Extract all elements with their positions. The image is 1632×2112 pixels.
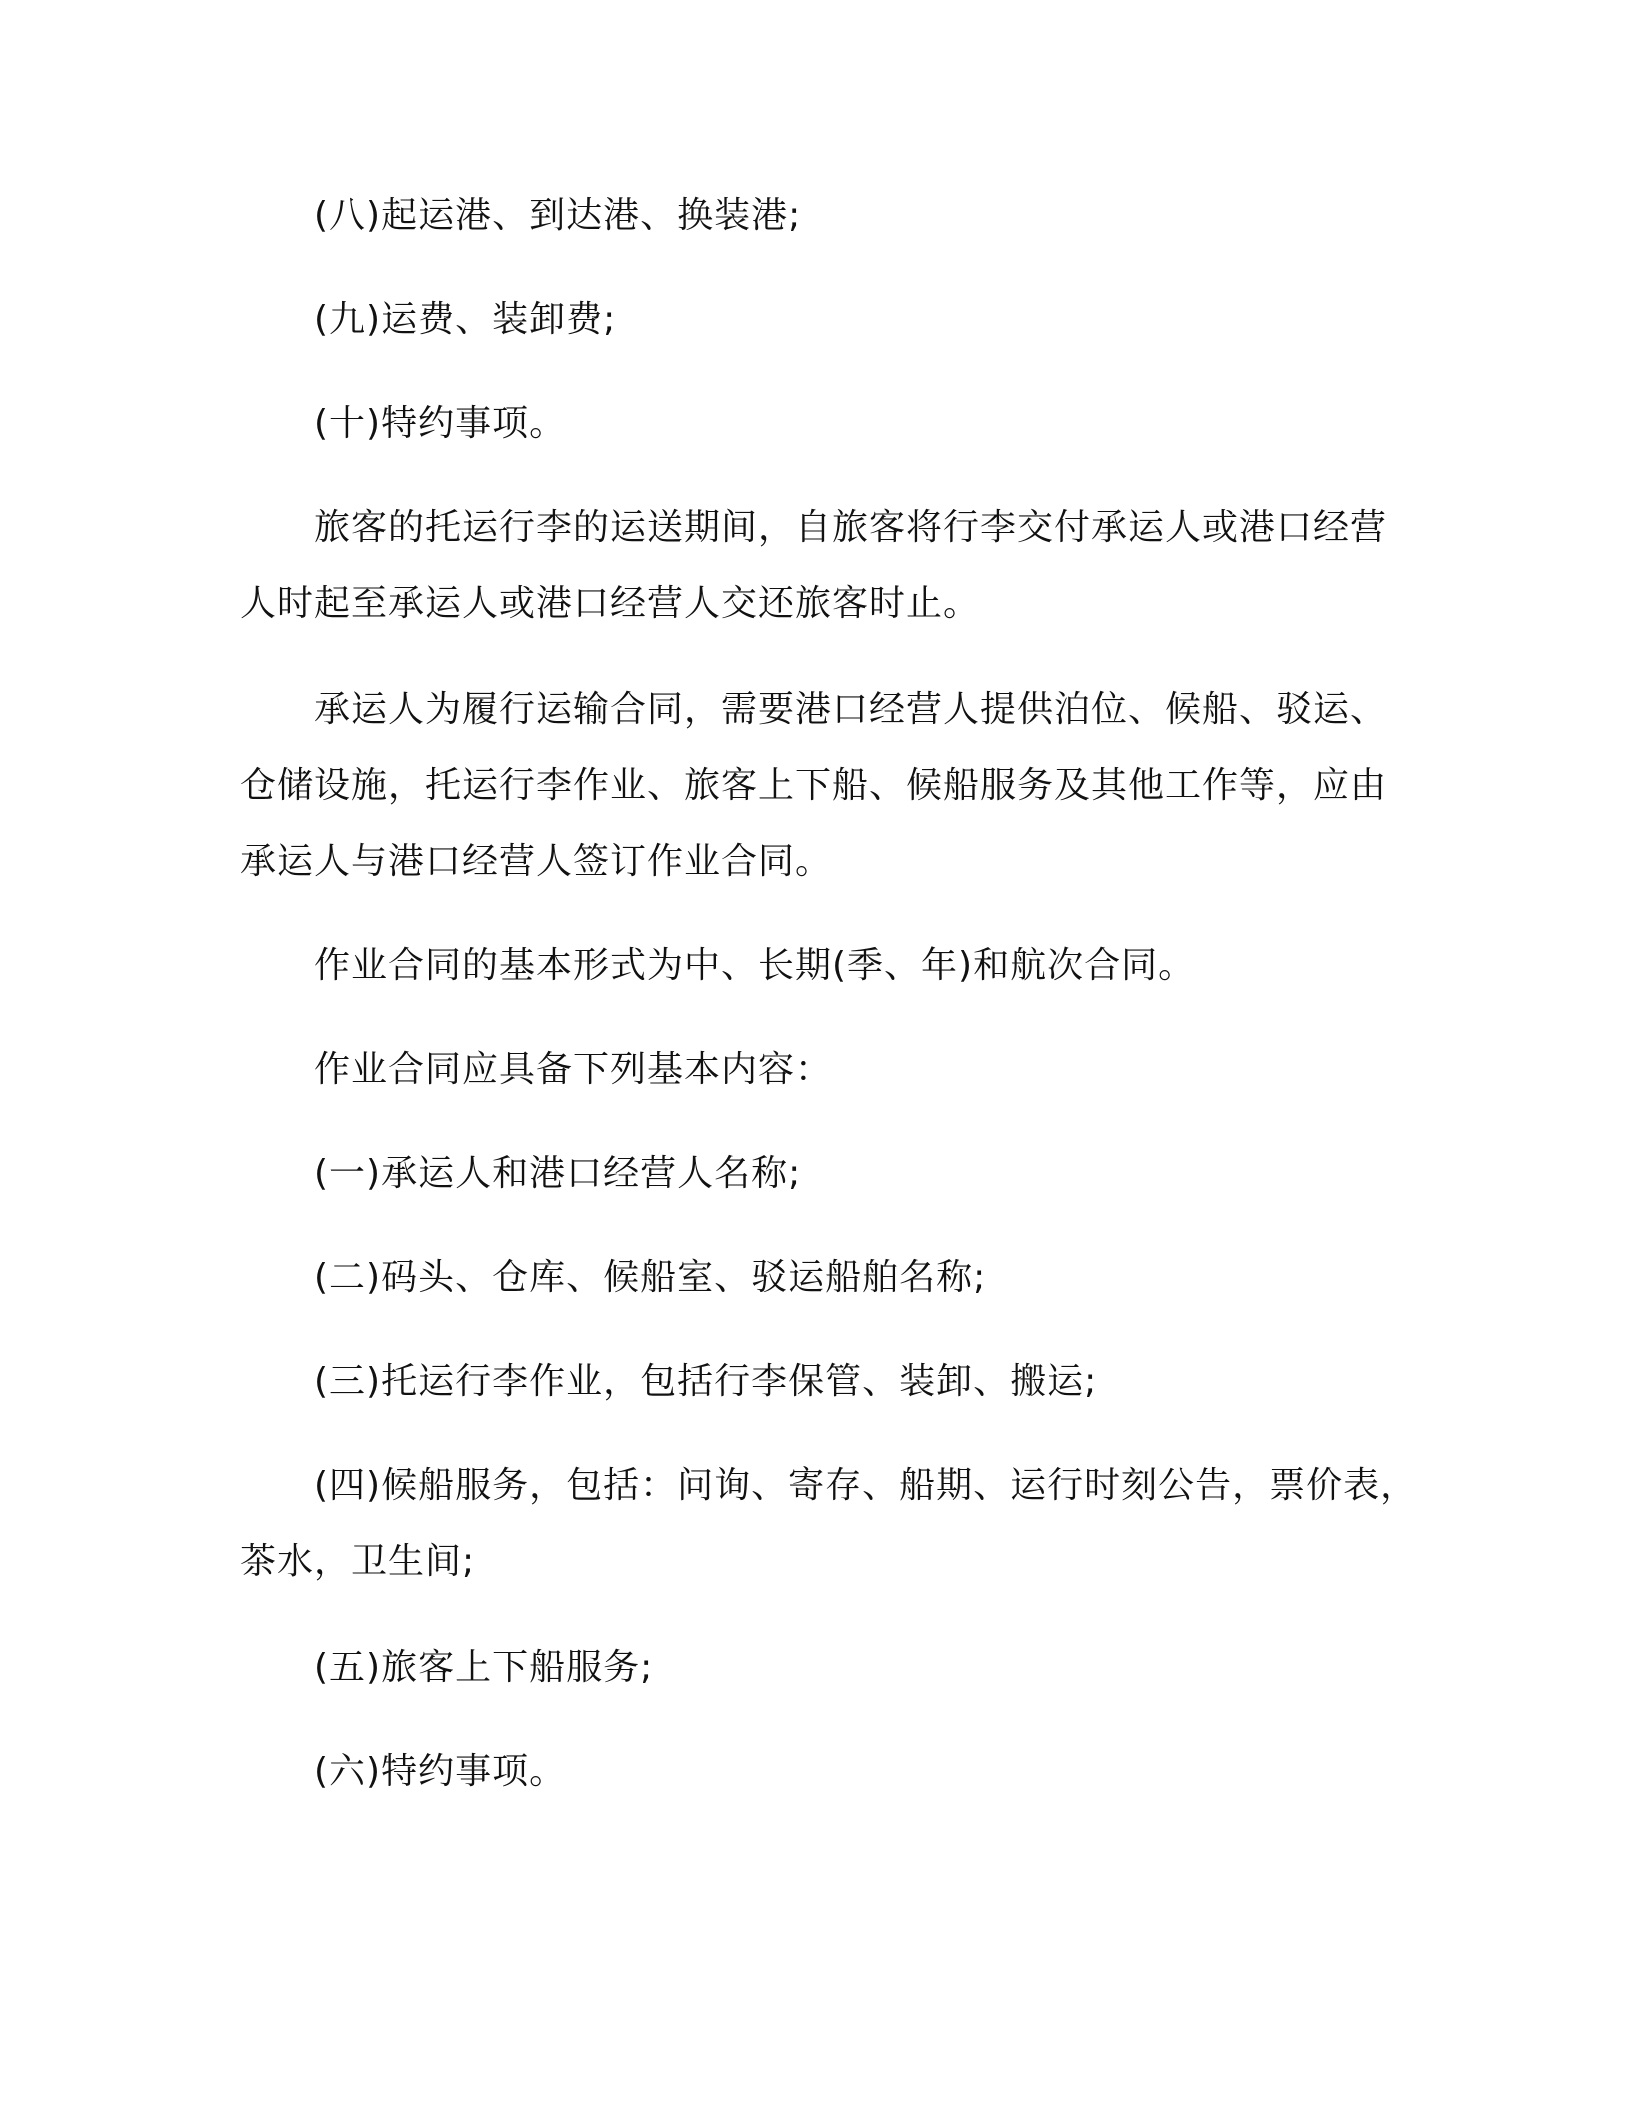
- paragraph-operation-contract: 承运人为履行运输合同，需要港口经营人提供泊位、候船、驳运、仓储设施，托运行李作业、旅客上下船、候船服务及其他工作等，应由承运人与港口经营人签订作业合同。: [240, 689, 1388, 882]
- clause-item-10: (十)特约事项。: [314, 403, 567, 444]
- content-item-4: (四)候船服务，包括：问询、寄存、船期、运行时刻公告，票价表，茶水，卫生间;: [240, 1465, 1418, 1582]
- paragraph-contract-forms: 作业合同的基本形式为中、长期(季、年)和航次合同。: [314, 945, 1196, 986]
- content-item-6: (六)特约事项。: [314, 1751, 567, 1792]
- paragraph-contract-contents: 作业合同应具备下列基本内容：: [314, 1049, 833, 1090]
- content-item-2: (二)码头、仓库、候船室、驳运船舶名称;: [314, 1257, 987, 1298]
- clause-item-9: (九)运费、装卸费;: [314, 299, 617, 340]
- paragraph-luggage-period: 旅客的托运行李的运送期间，自旅客将行李交付承运人或港口经营人时起至承运人或港口经营人交还旅客时止。: [240, 507, 1388, 624]
- content-item-3: (三)托运行李作业，包括行李保管、装卸、搬运;: [314, 1361, 1098, 1402]
- content-item-5: (五)旅客上下船服务;: [314, 1647, 654, 1688]
- content-item-1: (一)承运人和港口经营人名称;: [314, 1153, 802, 1194]
- clause-item-8: (八)起运港、到达港、换装港;: [314, 195, 802, 236]
